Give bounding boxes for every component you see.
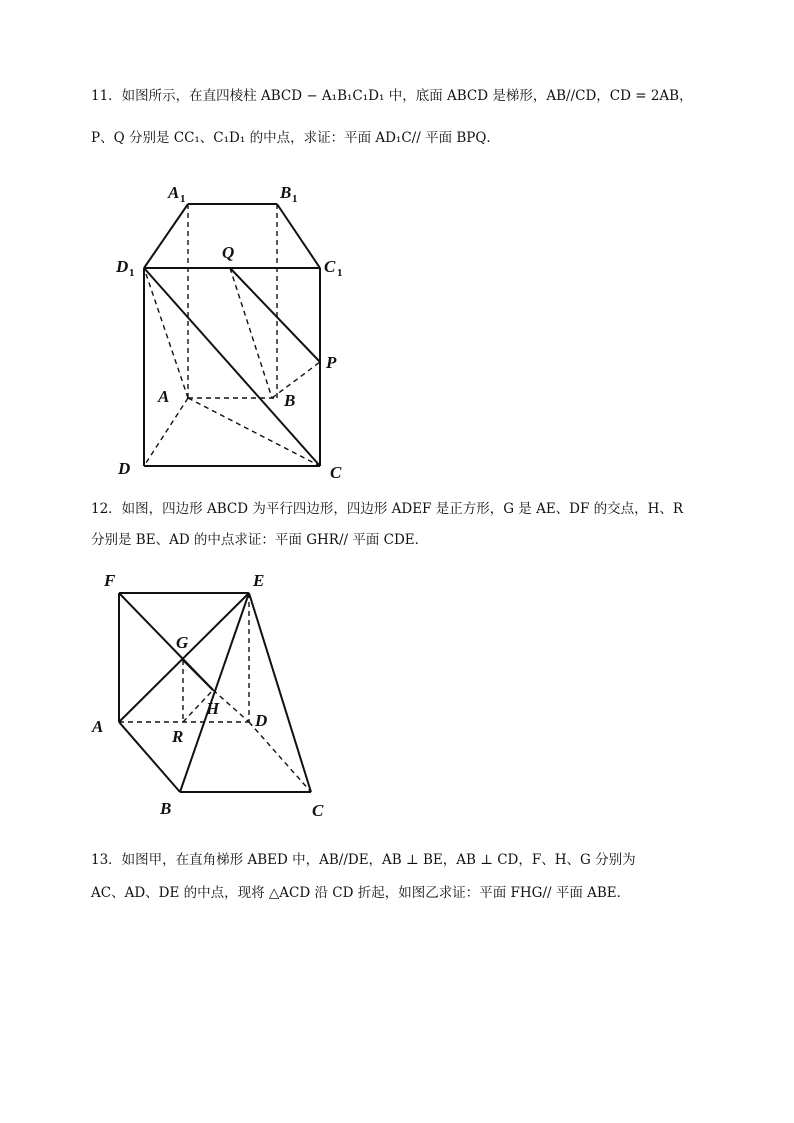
figure-solid-12 — [85, 565, 345, 825]
label-a: A — [158, 387, 170, 406]
figure-prism-11 — [100, 170, 380, 490]
segment-gh — [183, 660, 213, 690]
segment-d1c — [144, 268, 320, 466]
label-a: A — [92, 717, 104, 736]
label-d: D — [255, 711, 268, 730]
problem-12-line-1: 12．如图，四边形 ABCD 为平行四边形，四边形 ADEF 是正方形，G 是 AE、DF 的交点，H、R — [91, 501, 684, 517]
problem-11-line-2: P、Q 分别是 CC₁、C₁D₁ 的中点，求证：平面 AD₁C// 平面 BPQ． — [91, 130, 500, 146]
label-q: Q — [222, 243, 235, 262]
label-c: C — [312, 801, 324, 820]
label-b: B — [160, 799, 172, 818]
label-d1: D — [116, 257, 129, 276]
edge-ab — [119, 722, 180, 792]
label-c1: C — [324, 257, 336, 276]
segment-ac — [188, 398, 320, 466]
segment-bq — [230, 268, 272, 398]
label-g: G — [176, 633, 189, 652]
problem-12-line-2: 分别是 BE、AD 的中点求证：平面 GHR// 平面 CDE． — [91, 532, 429, 548]
label-e: E — [253, 571, 265, 590]
label-r: R — [172, 727, 184, 746]
label-a1-sub: 1 — [180, 193, 186, 205]
label-p: P — [326, 353, 337, 372]
problem-11-line-1: 11．如图所示，在直四棱柱 ABCD − A₁B₁C₁D₁ 中，底面 ABCD 是梯形，AB//CD，CD = 2AB， — [91, 88, 693, 104]
problem-13-line-1: 13．如图甲，在直角梯形 ABED 中，AB//DE，AB ⊥ BE，AB ⊥ CD，F、H、G 分别为 — [91, 852, 636, 868]
label-c: C — [330, 463, 342, 482]
label-b1-sub: 1 — [292, 193, 298, 205]
edge-be — [180, 593, 249, 792]
label-f: F — [104, 571, 116, 590]
label-b: B — [284, 391, 296, 410]
label-c1-sub: 1 — [337, 267, 343, 279]
segment-qp — [230, 268, 320, 362]
edge-b1c1 — [277, 204, 320, 268]
label-a1: A — [168, 183, 180, 202]
edge-ad — [144, 398, 188, 466]
edge-ec — [249, 593, 311, 792]
edge-d1a1 — [144, 204, 188, 268]
problem-13-line-2: AC、AD、DE 的中点，现将 △ACD 沿 CD 折起，如图乙求证：平面 FHG// 平面 ABE． — [91, 885, 631, 901]
label-b1: B — [280, 183, 292, 202]
label-d1-sub: 1 — [129, 267, 135, 279]
edge-dc — [249, 722, 311, 792]
label-d: D — [118, 459, 131, 478]
label-h: H — [206, 699, 220, 718]
segment-ad1 — [144, 268, 188, 398]
segment-bp — [272, 362, 320, 398]
